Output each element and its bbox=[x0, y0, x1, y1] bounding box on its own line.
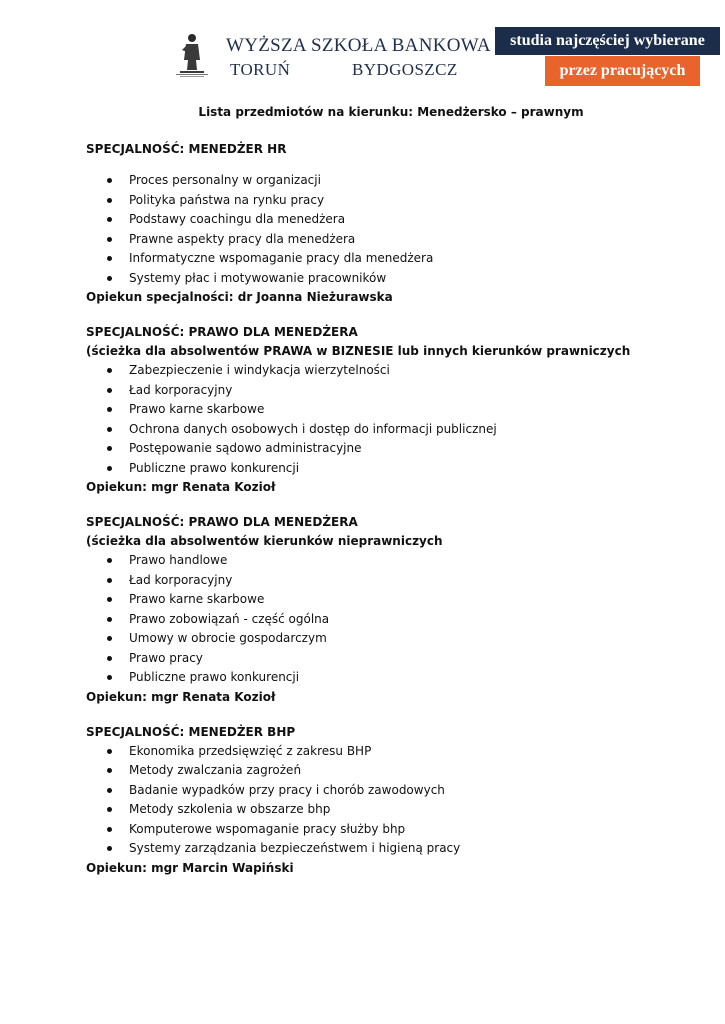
section-heading: SPECJALNOŚĆ: MENEDŻER BHP bbox=[86, 724, 296, 739]
list-item: Komputerowe wspomaganie pracy służby bhp bbox=[86, 820, 696, 840]
statue-emblem-icon bbox=[172, 30, 212, 78]
list-item: Ład korporacyjny bbox=[86, 381, 696, 401]
list-item: Publiczne prawo konkurencji bbox=[86, 459, 696, 479]
list-item: Ekonomika przedsięwzięć z zakresu BHP bbox=[86, 742, 696, 762]
section-supervisor: Opiekun: mgr Marcin Wapiński bbox=[86, 860, 294, 875]
section-supervisor: Opiekun: mgr Renata Kozioł bbox=[86, 689, 276, 704]
section-heading: SPECJALNOŚĆ: PRAWO DLA MENEDŻERA bbox=[86, 325, 358, 339]
school-name: WYŻSZA SZKOŁA BANKOWA bbox=[226, 35, 491, 56]
list-item: Metody zwalczania zagrożeń bbox=[86, 761, 696, 781]
list-item: Metody szkolenia w obszarze bhp bbox=[86, 800, 696, 820]
section-supervisor: Opiekun: mgr Renata Kozioł bbox=[86, 480, 276, 494]
section-heading: SPECJALNOŚĆ: PRAWO DLA MENEDŻERA bbox=[86, 515, 358, 529]
document-title: Lista przedmiotów na kierunku: Menedżersko – prawnym bbox=[198, 105, 584, 119]
section-menedzer-hr bbox=[86, 140, 696, 307]
list-item: Prawne aspekty pracy dla menedżera bbox=[86, 230, 696, 250]
list-item: Umowy w obrocie gospodarczym bbox=[86, 629, 696, 649]
list-item: Informatyczne wspomaganie pracy dla menedżera bbox=[86, 249, 696, 269]
list-item: Podstawy coachingu dla menedżera bbox=[86, 210, 696, 230]
city-bydgoszcz: BYDGOSZCZ bbox=[352, 60, 458, 79]
list-item: Polityka państwa na rynku pracy bbox=[86, 191, 696, 211]
section-path: (ścieżka dla absolwentów kierunków nieprawniczych bbox=[86, 534, 443, 548]
list-item: Zabezpieczenie i windykacja wierzytelności bbox=[86, 361, 696, 381]
subject-list bbox=[86, 742, 696, 859]
list-item: Prawo handlowe bbox=[86, 551, 696, 571]
list-item: Ład korporacyjny bbox=[86, 571, 696, 591]
list-item: Badanie wypadków przy pracy i chorób zawodowych bbox=[86, 781, 696, 801]
section-supervisor: Opiekun specjalności: dr Joanna Nieżurawska bbox=[86, 290, 393, 304]
list-item: Systemy płac i motywowanie pracowników bbox=[86, 269, 696, 289]
list-item: Postępowanie sądowo administracyjne bbox=[86, 439, 696, 459]
subject-list bbox=[86, 551, 696, 688]
page-header bbox=[0, 0, 725, 100]
subject-list bbox=[86, 361, 696, 478]
subject-list bbox=[86, 171, 696, 288]
list-item: Systemy zarządzania bezpieczeństwem i higieną pracy bbox=[86, 839, 696, 859]
section-path: (ścieżka dla absolwentów PRAWA w BIZNESIE lub innych kierunków prawniczych bbox=[86, 344, 631, 358]
slogan-badge-top: studia najczęściej wybierane bbox=[495, 27, 720, 55]
document-body bbox=[86, 104, 696, 894]
list-item: Prawo pracy bbox=[86, 649, 696, 669]
section-menedzer-bhp bbox=[86, 723, 696, 878]
list-item: Prawo zobowiązań - część ogólna bbox=[86, 610, 696, 630]
list-item: Ochrona danych osobowych i dostęp do informacji publicznej bbox=[86, 420, 696, 440]
city-torun: TORUŃ bbox=[230, 60, 291, 79]
school-logo bbox=[172, 30, 491, 80]
section-heading: SPECJALNOŚĆ: MENEDŻER HR bbox=[86, 142, 287, 156]
list-item: Proces personalny w organizacji bbox=[86, 171, 696, 191]
slogan-badge-bottom: przez pracujących bbox=[545, 56, 700, 86]
section-prawo-prawnicze bbox=[86, 323, 696, 497]
section-prawo-nieprawnicze bbox=[86, 513, 696, 707]
list-item: Publiczne prawo konkurencji bbox=[86, 668, 696, 688]
list-item: Prawo karne skarbowe bbox=[86, 590, 696, 610]
list-item: Prawo karne skarbowe bbox=[86, 400, 696, 420]
